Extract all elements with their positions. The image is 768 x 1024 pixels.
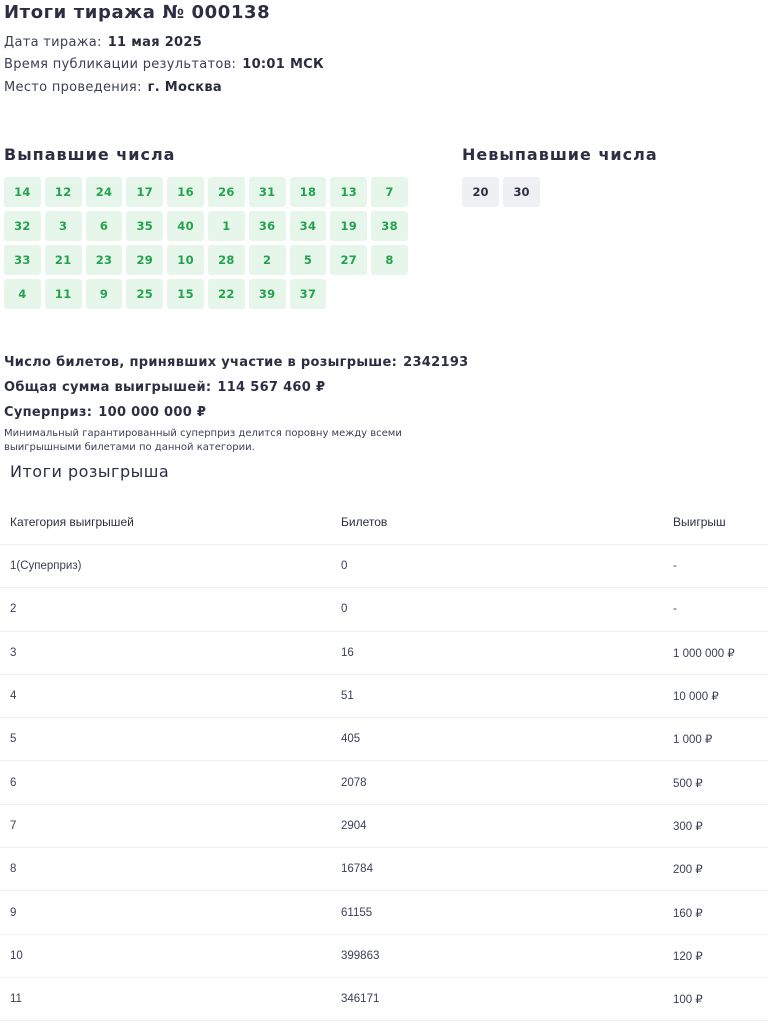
tickets-cell: 405 [341, 733, 361, 746]
tickets-count-label: Число билетов, принявших участие в розыгрыше: [4, 355, 398, 370]
drawn-number: 9 [86, 279, 123, 309]
drawn-number: 13 [330, 177, 367, 207]
drawn-number: 25 [126, 279, 163, 309]
tickets-cell: 0 [341, 603, 348, 616]
drawn-number: 27 [330, 245, 367, 275]
venue-value: г. Москва [147, 80, 222, 95]
publish-time-label: Время публикации результатов: [4, 57, 237, 72]
drawn-number: 6 [86, 211, 123, 241]
drawn-number: 19 [330, 211, 367, 241]
prize-cell: - [673, 560, 677, 573]
category-cell: 2 [10, 603, 17, 616]
draw-date-value: 11 мая 2025 [107, 35, 203, 50]
drawn-number: 36 [249, 211, 286, 241]
drawn-number: 22 [208, 279, 245, 309]
prize-cell: 300 ₽ [673, 820, 703, 833]
drawn-number: 1 [208, 211, 245, 241]
table-row [0, 848, 768, 891]
publish-time-value: 10:01 МСК [242, 57, 324, 72]
category-cell: 5 [10, 733, 17, 746]
missed-number: 30 [503, 177, 540, 207]
prize-cell: 10 000 ₽ [673, 691, 719, 704]
prize-cell: 500 ₽ [673, 777, 703, 790]
prize-cell: - [673, 603, 677, 616]
total-winnings-value: 114 567 460 ₽ [217, 380, 326, 395]
superprize-line [4, 405, 206, 420]
missed-number: 20 [462, 177, 499, 207]
tickets-cell: 16 [341, 646, 354, 659]
drawn-number: 34 [290, 211, 327, 241]
drawn-number: 11 [45, 279, 82, 309]
column-header-category: Категория выигрышей [10, 515, 134, 529]
category-cell: 9 [10, 906, 17, 919]
table-row [0, 675, 768, 718]
superprize-value: 100 000 000 ₽ [98, 405, 207, 420]
drawn-number: 17 [126, 177, 163, 207]
venue-label: Место проведения: [4, 80, 142, 95]
tickets-cell: 51 [341, 690, 354, 703]
total-winnings-line [4, 380, 325, 395]
drawn-number: 18 [290, 177, 327, 207]
category-cell: 1(Суперприз) [10, 560, 82, 573]
tickets-cell: 346171 [341, 993, 380, 1006]
drawn-number: 10 [167, 245, 204, 275]
prize-cell: 1 000 000 ₽ [673, 647, 735, 660]
drawn-number: 12 [45, 177, 82, 207]
drawn-number: 37 [290, 279, 327, 309]
table-row [0, 891, 768, 934]
category-cell: 6 [10, 776, 17, 789]
drawn-number: 14 [4, 177, 41, 207]
venue-line [4, 80, 222, 95]
column-header-tickets: Билетов [341, 515, 388, 529]
category-cell: 3 [10, 646, 17, 659]
tickets-cell: 61155 [341, 906, 373, 919]
table-row [0, 761, 768, 804]
tickets-cell: 0 [341, 560, 348, 573]
category-cell: 7 [10, 819, 17, 832]
drawn-number: 23 [86, 245, 123, 275]
drawn-numbers-title: Выпавшие числа [4, 145, 176, 164]
drawn-number: 40 [167, 211, 204, 241]
tickets-cell: 399863 [341, 949, 380, 962]
table-row [0, 588, 768, 631]
drawn-number: 32 [4, 211, 41, 241]
category-cell: 8 [10, 863, 17, 876]
tickets-count-line [4, 355, 469, 370]
drawn-numbers-grid [4, 177, 412, 309]
table-body [0, 545, 768, 1021]
tickets-count-value: 2342193 [403, 355, 469, 370]
drawn-number: 5 [290, 245, 327, 275]
drawn-number: 29 [126, 245, 163, 275]
missed-numbers-title: Невыпавшие числа [462, 145, 658, 164]
table-header-row [0, 500, 768, 545]
table-row [0, 632, 768, 675]
drawn-number: 3 [45, 211, 82, 241]
prize-cell: 100 ₽ [673, 994, 703, 1007]
table-row [0, 718, 768, 761]
superprize-label: Суперприз: [4, 405, 93, 420]
draw-date-label: Дата тиража: [4, 35, 102, 50]
drawn-number: 21 [45, 245, 82, 275]
drawn-number: 2 [249, 245, 286, 275]
total-winnings-label: Общая сумма выигрышей: [4, 380, 212, 395]
prize-cell: 120 ₽ [673, 950, 703, 963]
drawn-number: 15 [167, 279, 204, 309]
drawn-number: 33 [4, 245, 41, 275]
prize-cell: 1 000 ₽ [673, 734, 713, 747]
missed-numbers-grid [462, 177, 540, 207]
drawn-number: 4 [4, 279, 41, 309]
drawn-number: 38 [371, 211, 408, 241]
tickets-cell: 2904 [341, 819, 367, 832]
tickets-cell: 16784 [341, 863, 373, 876]
table-row [0, 935, 768, 978]
drawn-number: 7 [371, 177, 408, 207]
prize-cell: 160 ₽ [673, 907, 703, 920]
publish-time-line [4, 57, 324, 72]
category-cell: 11 [10, 993, 22, 1006]
drawn-number: 24 [86, 177, 123, 207]
prize-cell: 200 ₽ [673, 864, 703, 877]
page-title: Итоги тиража № 000138 [4, 2, 271, 23]
draw-date-line [4, 35, 202, 50]
tickets-cell: 2078 [341, 776, 367, 789]
superprize-note: Минимальный гарантированный суперприз делится поровну между всеми выигрышными билетами по данной категории. [4, 428, 402, 453]
table-row [0, 545, 768, 588]
category-cell: 10 [10, 949, 23, 962]
results-table [0, 500, 768, 1021]
drawn-number: 16 [167, 177, 204, 207]
drawn-number: 39 [249, 279, 286, 309]
drawn-number: 35 [126, 211, 163, 241]
table-row [0, 978, 768, 1021]
drawn-number: 31 [249, 177, 286, 207]
drawn-number: 8 [371, 245, 408, 275]
category-cell: 4 [10, 690, 17, 703]
column-header-prize: Выигрыш [673, 515, 726, 529]
results-title: Итоги розыгрыша [10, 462, 170, 481]
table-row [0, 805, 768, 848]
drawn-number: 28 [208, 245, 245, 275]
drawn-number: 26 [208, 177, 245, 207]
